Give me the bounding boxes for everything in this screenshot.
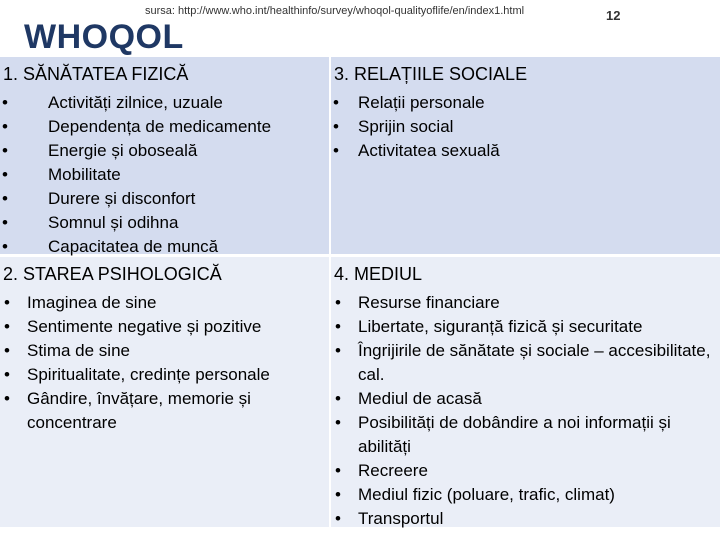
section-heading: 4. MEDIUL <box>334 264 423 284</box>
domains-table <box>0 57 720 527</box>
section-physical-health <box>0 57 329 254</box>
section-heading: 2. STAREA PSIHOLOGICĂ <box>3 264 222 284</box>
list-item: • Capacitatea de muncă <box>0 235 329 259</box>
section-heading: 1. SĂNĂTATEA FIZICĂ <box>3 64 189 84</box>
list-item: • Resurse financiare <box>331 291 720 315</box>
section-list <box>0 291 329 435</box>
list-item: • Îngrijirile de sănătate și sociale – accesibilitate, cal. <box>331 339 720 387</box>
section-list <box>0 91 329 259</box>
list-item: • Somnul și odihna <box>0 211 329 235</box>
list-item: • Dependența de medicamente <box>0 115 329 139</box>
section-heading: 3. RELAȚIILE SOCIALE <box>334 64 528 84</box>
section-environment <box>331 257 720 527</box>
source-caption: sursa: http://www.who.int/healthinfo/survey/whoqol-qualityoflife/en/index1.html <box>145 5 525 17</box>
list-item: • Mediul fizic (poluare, trafic, climat) <box>331 483 720 507</box>
list-item: • Sentimente negative și pozitive <box>0 315 329 339</box>
list-item: • Spiritualitate, credințe personale <box>0 363 329 387</box>
list-item: • Sprijin social <box>331 115 720 139</box>
list-item: • Mediul de acasă <box>331 387 720 411</box>
list-item: • Libertate, siguranță fizică și securitate <box>331 315 720 339</box>
list-item: • Transportul <box>331 507 720 531</box>
section-psychological-state <box>0 257 329 527</box>
list-item: • Activități zilnice, uzuale <box>0 91 329 115</box>
section-social-relations <box>331 57 720 254</box>
list-item: • Relații personale <box>331 91 720 115</box>
section-list <box>331 291 720 531</box>
slide-number: 12 <box>606 8 621 23</box>
list-item: • Activitatea sexuală <box>331 139 720 163</box>
list-item: • Recreere <box>331 459 720 483</box>
list-item: • Stima de sine <box>0 339 329 363</box>
section-list <box>331 91 720 163</box>
list-item: • Mobilitate <box>0 163 329 187</box>
list-item: • Imaginea de sine <box>0 291 329 315</box>
list-item: • Durere și disconfort <box>0 187 329 211</box>
list-item: • Energie și oboseală <box>0 139 329 163</box>
list-item: • Gândire, învățare, memorie și concentrare <box>0 387 329 435</box>
list-item: • Posibilități de dobândire a noi informații și abilități <box>331 411 720 459</box>
slide-title: WHOQOL <box>24 18 184 56</box>
